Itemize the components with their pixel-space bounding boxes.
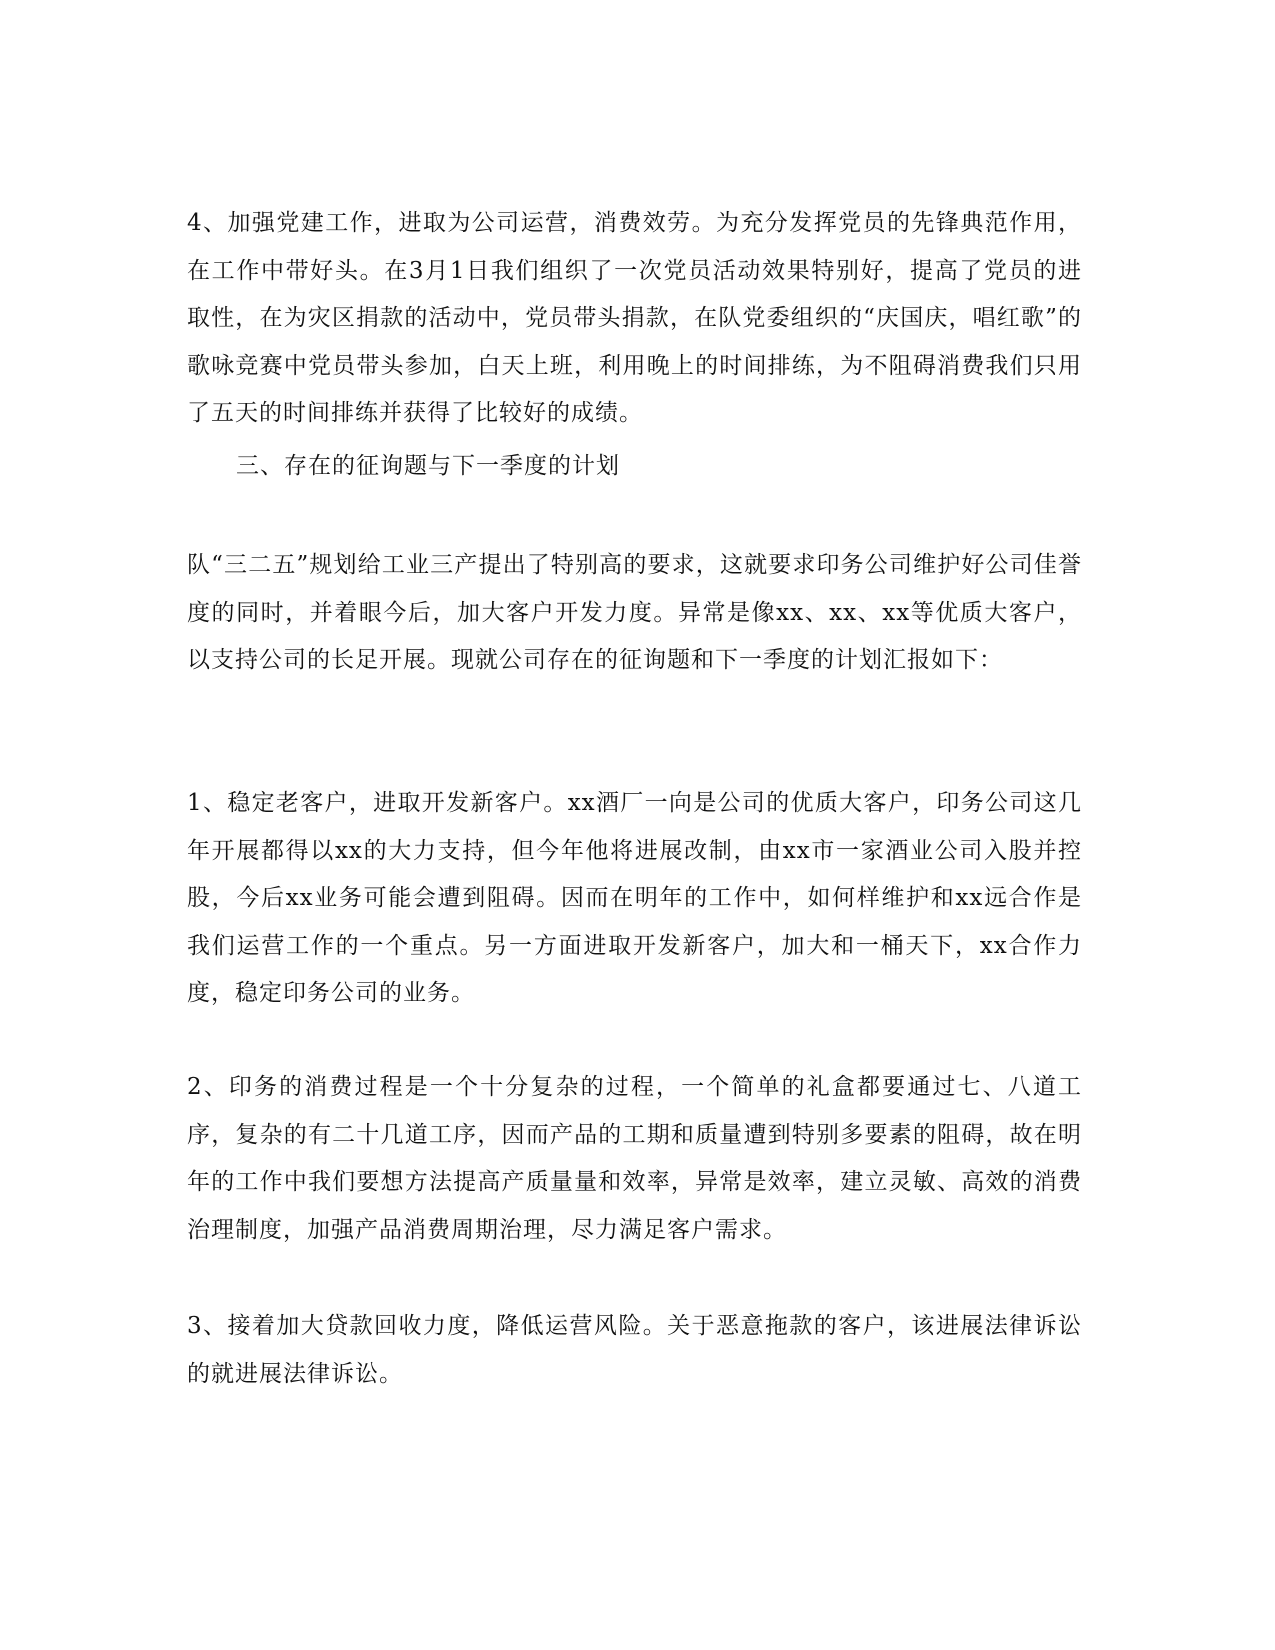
paragraph-item-3: 3、接着加大贷款回收力度，降低运营风险。关于恶意拖款的客户，该进展法律诉讼的就进展法律诉讼。	[187, 1313, 1082, 1387]
paragraph-intro: 队“三二五”规划给工业三产提出了特别高的要求，这就要求印务公司维护好公司佳誉度的同时，并着眼今后，加大客户开发力度。异常是像xx、xx、xx等优质大客户，以支持公司的长足开展。现就公司存在的征询题和下一季度的计划汇报如下：	[187, 552, 1082, 673]
section-heading: 三、存在的征询题与下一季度的计划	[236, 453, 620, 479]
paragraph-item-1: 1、稳定老客户，进取开发新客户。xx酒厂一向是公司的优质大客户，印务公司这几年开展都得以xx的大力支持，但今年他将进展改制，由xx市一家酒业公司入股并控股，今后xx业务可能会遭到阻碍。因而在明年的工作中，如何样维护和xx远合作是我们运营工作的一个重点。另一方面进取开发新客户，加大和一桶天下，xx合作力度，稳定印务公司的业务。	[187, 790, 1082, 1006]
paragraph-item-2: 2、印务的消费过程是一个十分复杂的过程，一个简单的礼盒都要通过七、八道工序，复杂的有二十几道工序，因而产品的工期和质量遭到特别多要素的阻碍，故在明年的工作中我们要想方法提高产质量量和效率，异常是效率，建立灵敏、高效的消费治理制度，加强产品消费周期治理，尽力满足客户需求。	[187, 1074, 1082, 1243]
paragraph-party-building: 4、加强党建工作，进取为公司运营，消费效劳。为充分发挥党员的先锋典范作用，在工作中带好头。在3月1日我们组织了一次党员活动效果特别好，提高了党员的进取性，在为灾区捐款的活动中，党员带头捐款，在队党委组织的“庆国庆，唱红歌”的歌咏竞赛中党员带头参加，白天上班，利用晚上的时间排练，为不阻碍消费我们只用了五天的时间排练并获得了比较好的成绩。	[187, 210, 1082, 426]
